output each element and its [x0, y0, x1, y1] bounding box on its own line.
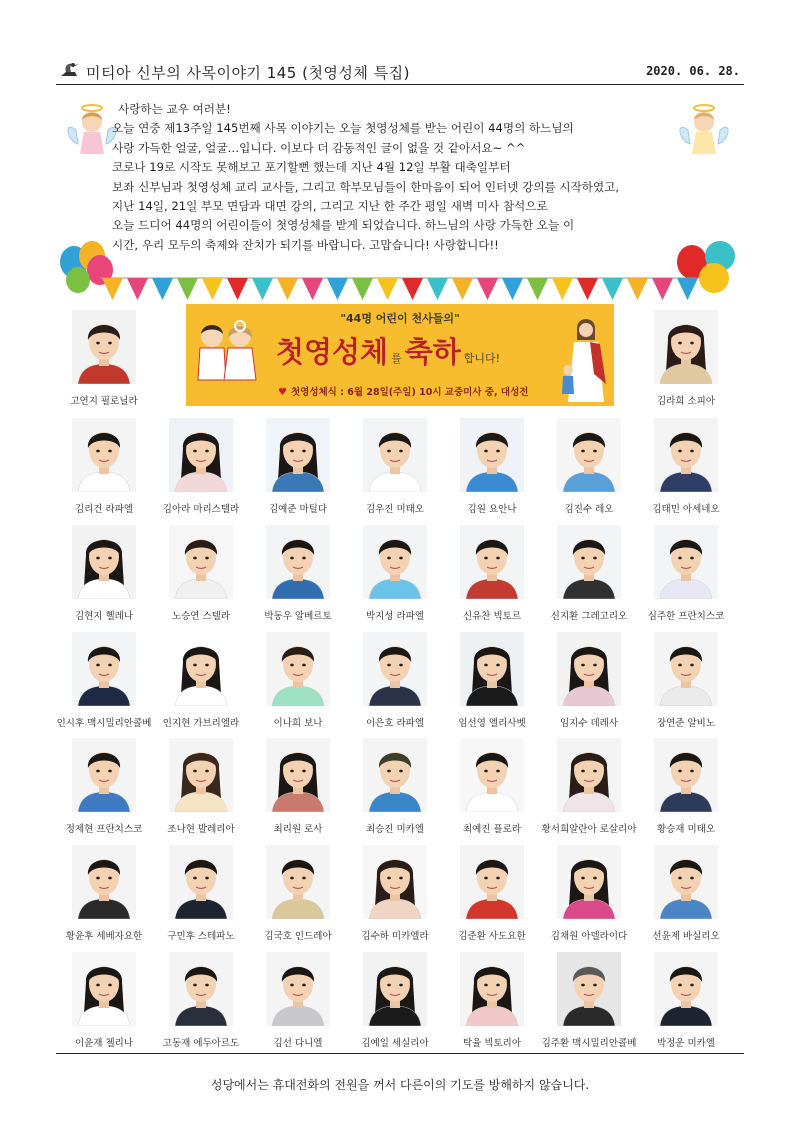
child-portrait-icon	[266, 632, 330, 706]
bunting-flag	[202, 278, 223, 300]
child-name: 박지성 라파엘	[365, 611, 425, 622]
child-photo	[557, 952, 621, 1026]
child-card	[541, 525, 637, 635]
child-card	[444, 952, 540, 1062]
bunting-flag	[602, 278, 623, 300]
child-name: 최리원 로사	[273, 824, 323, 835]
bunting-flag	[352, 278, 373, 300]
child-portrait-icon	[460, 418, 524, 492]
child-card	[638, 418, 734, 528]
bunting-flag	[577, 278, 598, 300]
child-portrait-icon	[363, 418, 427, 492]
banner-title-particle: 를	[391, 352, 402, 365]
bunting-flag	[502, 278, 523, 300]
banner-title-part2: 축하	[404, 335, 461, 369]
child-card	[153, 632, 249, 742]
child-card	[638, 845, 734, 955]
child-portrait-icon	[557, 952, 621, 1026]
child-card	[250, 525, 346, 635]
child-name: 김현지 헬레나	[74, 611, 134, 622]
child-card	[347, 845, 443, 955]
child-name: 김수하 미카엘라	[361, 931, 429, 942]
child-portrait-icon	[557, 418, 621, 492]
child-photo	[72, 310, 136, 384]
child-card	[56, 952, 152, 1062]
child-portrait-icon	[363, 738, 427, 812]
child-card	[347, 418, 443, 528]
child-name: 구민후 스테파노	[167, 931, 235, 942]
bird-pen-icon	[58, 60, 80, 80]
child-portrait-icon	[72, 738, 136, 812]
child-name: 심주한 프란치스코	[647, 611, 725, 622]
child-photo	[363, 418, 427, 492]
child-card	[153, 738, 249, 848]
child-card	[444, 738, 540, 848]
child-card	[638, 525, 734, 635]
bunting-flag	[377, 278, 398, 300]
child-portrait-icon	[460, 525, 524, 599]
child-name: 임선영 엘리사벳	[458, 718, 526, 729]
child-name: 김선 다니엘	[273, 1038, 323, 1049]
child-name: 최예진 플로라	[462, 824, 522, 835]
child-name: 김태민 아세네오	[652, 504, 720, 515]
child-name: 고동재 에두아르도	[162, 1038, 240, 1049]
child-card	[347, 525, 443, 635]
child-photo	[169, 738, 233, 812]
child-portrait-icon	[654, 525, 718, 599]
child-photo	[266, 632, 330, 706]
child-name: 신유찬 빅토르	[462, 611, 522, 622]
bunting-flag	[627, 278, 648, 300]
child-photo	[169, 525, 233, 599]
bunting-flag	[327, 278, 348, 300]
child-portrait-icon	[363, 525, 427, 599]
child-portrait-icon	[557, 845, 621, 919]
child-name: 정제현 프란치스코	[65, 824, 143, 835]
child-name: 황승재 미태오	[656, 824, 716, 835]
bunting-flag	[227, 278, 248, 300]
child-photo	[654, 738, 718, 812]
child-photo	[654, 525, 718, 599]
child-photo	[654, 845, 718, 919]
child-name: 임지수 데레사	[559, 718, 619, 729]
child-card	[250, 738, 346, 848]
banner-subtitle: "44명 어린이 천사들의"	[340, 312, 460, 325]
child-name: 김채원 아델라이다	[550, 931, 628, 942]
child-photo	[363, 632, 427, 706]
child-card	[541, 845, 637, 955]
bunting-flag	[177, 278, 198, 300]
child-photo	[460, 952, 524, 1026]
child-portrait-icon	[266, 418, 330, 492]
child-card	[56, 310, 152, 420]
child-name: 김라희 소피아	[656, 396, 716, 407]
bunting-flag	[277, 278, 298, 300]
child-photo	[557, 418, 621, 492]
child-photo	[266, 845, 330, 919]
child-portrait-icon	[654, 845, 718, 919]
child-portrait-icon	[460, 632, 524, 706]
child-card	[541, 418, 637, 528]
bunting-flag	[677, 278, 698, 300]
child-card	[153, 525, 249, 635]
child-name: 인시후 맥시밀리안콜베	[56, 718, 152, 729]
child-name: 고연지 필로닐라	[70, 396, 138, 407]
letter-line: 사랑하는 교우 여러분!	[118, 102, 231, 116]
child-photo	[72, 632, 136, 706]
banner-info-text: 첫영성체식 : 6월 28일(주일) 10시 교중미사 중, 대성전	[290, 387, 529, 398]
child-photo	[460, 525, 524, 599]
child-name: 장연준 알비노	[656, 718, 716, 729]
child-photo	[363, 845, 427, 919]
child-portrait-icon	[266, 525, 330, 599]
child-portrait-icon	[72, 310, 136, 384]
child-photo	[169, 952, 233, 1026]
child-card	[250, 418, 346, 528]
bunting-flag	[452, 278, 473, 300]
first-communion-banner	[186, 304, 614, 406]
child-card	[250, 632, 346, 742]
footer-notice: 성당에서는 휴대전화의 전원을 꺼서 다른이의 기도를 방해하지 않습니다.	[210, 1078, 590, 1092]
bunting-flag	[527, 278, 548, 300]
child-name: 이윤재 첼리나	[74, 1038, 134, 1049]
letter-line: 오늘 연중 제13주일 145번째 사목 이야기는 오늘 첫영성체를 받는 어린이 44명의 하느님의	[112, 121, 574, 136]
child-card	[56, 738, 152, 848]
header-divider	[56, 84, 744, 85]
child-name: 황서희알란아 로살리아	[541, 824, 637, 835]
child-photo	[654, 952, 718, 1026]
child-portrait-icon	[169, 845, 233, 919]
child-portrait-icon	[654, 418, 718, 492]
child-name: 김리건 라파엘	[74, 504, 134, 515]
child-portrait-icon	[72, 418, 136, 492]
child-portrait-icon	[169, 418, 233, 492]
child-photo	[266, 418, 330, 492]
child-photo	[557, 525, 621, 599]
child-portrait-icon	[460, 738, 524, 812]
child-name: 탁율 빅토리아	[462, 1038, 522, 1049]
child-card	[56, 845, 152, 955]
child-card	[347, 738, 443, 848]
child-card	[250, 845, 346, 955]
child-photo	[363, 525, 427, 599]
banner-title-suffix: 합니다!	[463, 352, 501, 365]
child-name: 신지환 그레고리오	[550, 611, 628, 622]
child-photo	[460, 418, 524, 492]
child-name: 이나희 보나	[273, 718, 323, 729]
letter-line: 오늘 드디어 44명의 어린이들이 첫영성체를 받게 되었습니다. 하느님의 사랑 가득한 오늘 이	[112, 218, 575, 233]
child-card	[638, 738, 734, 848]
child-card	[638, 952, 734, 1062]
child-card	[638, 632, 734, 742]
letter-body	[112, 100, 692, 255]
child-name: 김예일 세실리아	[361, 1038, 429, 1049]
bunting-flag	[152, 278, 173, 300]
child-portrait-icon	[266, 845, 330, 919]
child-portrait-icon	[266, 738, 330, 812]
child-card	[56, 418, 152, 528]
child-name: 박동우 알베르토	[264, 611, 332, 622]
child-card	[444, 632, 540, 742]
child-photo	[72, 738, 136, 812]
child-name: 김아라 마리스텔라	[162, 504, 240, 515]
child-name: 김진수 레오	[564, 504, 614, 515]
header	[56, 58, 744, 86]
bunting-flag	[427, 278, 448, 300]
child-card	[153, 952, 249, 1062]
bunting-flag	[102, 278, 123, 300]
child-card	[541, 952, 637, 1062]
child-card	[444, 418, 540, 528]
child-photo	[654, 310, 718, 384]
child-portrait-icon	[460, 845, 524, 919]
child-photo	[266, 738, 330, 812]
child-name: 김국호 인드레아	[264, 931, 332, 942]
child-card	[541, 738, 637, 848]
child-portrait-icon	[654, 310, 718, 384]
child-card	[250, 952, 346, 1062]
children-illustration-icon	[194, 318, 260, 382]
child-card	[56, 525, 152, 635]
child-name: 김준환 사도요한	[458, 931, 526, 942]
child-photo	[72, 952, 136, 1026]
letter-line: 보좌 신부님과 첫영성체 교리 교사들, 그리고 학부모님들이 한마음이 되어 인터넷 강의를 시작하였고,	[112, 179, 620, 194]
child-portrait-icon	[557, 632, 621, 706]
child-portrait-icon	[266, 952, 330, 1026]
child-name: 황윤후 세베자요한	[65, 931, 143, 942]
child-name: 김우진 미태오	[365, 504, 425, 515]
child-photo	[72, 845, 136, 919]
bunting-flag	[127, 278, 148, 300]
heart-icon: ♥	[278, 387, 287, 398]
letter-line: 코로나 19로 시작도 못해보고 포기할뻔 했는데 지난 4월 12일 부활 대축일부터	[112, 160, 511, 175]
child-photo	[460, 738, 524, 812]
child-portrait-icon	[460, 952, 524, 1026]
child-photo	[654, 418, 718, 492]
child-portrait-icon	[654, 952, 718, 1026]
child-portrait-icon	[557, 525, 621, 599]
banner-title	[276, 330, 503, 371]
child-portrait-icon	[169, 952, 233, 1026]
child-portrait-icon	[363, 632, 427, 706]
header-date: 2020. 06. 28.	[646, 64, 740, 78]
child-photo	[266, 525, 330, 599]
banner-title-part1: 첫영성체	[276, 335, 389, 369]
child-portrait-icon	[72, 632, 136, 706]
bunting-flag	[302, 278, 323, 300]
letter-line: 사랑 가득한 얼굴, 얼굴…입니다. 이보다 더 감동적인 글이 없을 것 같아서요~ ^^	[112, 140, 526, 155]
child-portrait-icon	[654, 738, 718, 812]
child-card	[347, 952, 443, 1062]
child-card	[153, 845, 249, 955]
child-portrait-icon	[72, 525, 136, 599]
child-name: 최승진 미카엘	[365, 824, 425, 835]
jesus-with-children-icon	[560, 314, 608, 402]
child-card	[347, 632, 443, 742]
child-name: 김원 요안나	[467, 504, 517, 515]
child-portrait-icon	[72, 952, 136, 1026]
child-photo	[72, 418, 136, 492]
child-card	[444, 845, 540, 955]
child-portrait-icon	[363, 845, 427, 919]
child-card	[541, 632, 637, 742]
child-name: 인지현 가브리엘라	[162, 718, 240, 729]
child-card	[153, 418, 249, 528]
header-title: 미티아 신부의 사목이야기 145 (첫영성체 특집)	[86, 64, 411, 82]
footer-divider	[56, 1053, 744, 1054]
child-name: 선윤제 바실리오	[652, 931, 720, 942]
child-card	[56, 632, 152, 742]
child-portrait-icon	[169, 632, 233, 706]
child-photo	[169, 845, 233, 919]
child-photo	[654, 632, 718, 706]
bunting-flag	[652, 278, 673, 300]
child-photo	[72, 525, 136, 599]
child-photo	[266, 952, 330, 1026]
child-photo	[363, 738, 427, 812]
child-photo	[557, 738, 621, 812]
child-portrait-icon	[557, 738, 621, 812]
child-photo	[169, 632, 233, 706]
child-card	[444, 525, 540, 635]
child-portrait-icon	[169, 738, 233, 812]
child-photo	[460, 632, 524, 706]
child-portrait-icon	[169, 525, 233, 599]
child-name: 조나현 발레리아	[167, 824, 235, 835]
child-portrait-icon	[72, 845, 136, 919]
bunting-flag	[552, 278, 573, 300]
child-photo	[363, 952, 427, 1026]
child-portrait-icon	[363, 952, 427, 1026]
child-card	[638, 310, 734, 420]
bunting-flag	[477, 278, 498, 300]
bunting-flag	[252, 278, 273, 300]
banner-info	[278, 384, 528, 398]
bunting-flag	[402, 278, 423, 300]
child-portrait-icon	[654, 632, 718, 706]
child-photo	[557, 632, 621, 706]
bunting-flags-icon	[100, 276, 700, 304]
child-photo	[169, 418, 233, 492]
letter-line: 지난 14일, 21일 부모 면담과 대면 강의, 그리고 지난 한 주간 평일 새벽 미사 참석으로	[112, 199, 548, 214]
child-name: 김주환 맥시밀리안콜베	[541, 1038, 637, 1049]
child-name: 박정운 미카엘	[656, 1038, 716, 1049]
child-photo	[557, 845, 621, 919]
child-name: 김예준 마틸다	[268, 504, 328, 515]
letter-line: 시간, 우리 모두의 축제와 잔치가 되기를 바랍니다. 고맙습니다! 사랑합니다!!	[112, 237, 499, 252]
child-name: 노승연 스텔라	[171, 611, 231, 622]
child-photo	[460, 845, 524, 919]
child-name: 이은호 라파엘	[365, 718, 425, 729]
